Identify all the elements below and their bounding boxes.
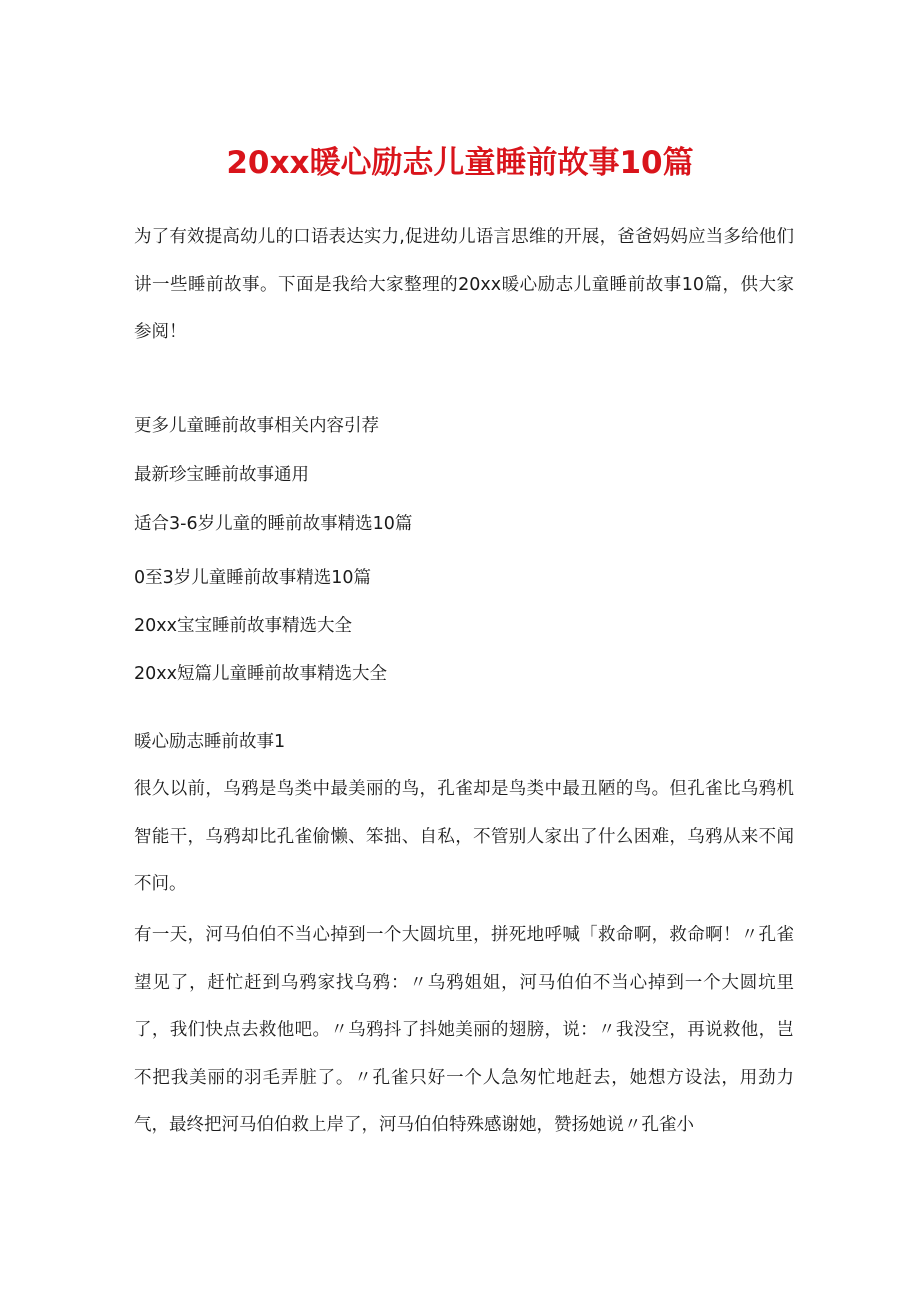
related-link[interactable]: 20xx短篇儿童睡前故事精选大全: [134, 664, 387, 684]
story-paragraph: 有一天，河马伯伯不当心掉到一个大圆坑里，拼死地呼喊「救命啊，救命啊！〃孔雀望见了，赶忙赶到乌鸦家找乌鸦：〃乌鸦姐姐，河马伯伯不当心掉到一个大圆坑里了，我们快点去救他吧。〃乌鸦抖了抖她美丽的翅膀，说：〃我没空，再说救他，岂不把我美丽的羽毛弄脏了。〃孔雀只好一个人急匆忙地赶去，她想方设法，用劲力气，最终把河马伯伯救上岸了，河马伯伯特殊感谢她，赞扬她说〃孔雀小: [134, 925, 794, 1135]
related-link[interactable]: 20xx宝宝睡前故事精选大全: [134, 616, 352, 636]
document-title: 20xx暖心励志儿童睡前故事10篇: [226, 145, 694, 181]
story-paragraph: 很久以前，乌鸦是鸟类中最美丽的鸟，孔雀却是鸟类中最丑陋的鸟。但孔雀比乌鸦机智能干，乌鸦却比孔雀偷懒、笨拙、自私，不管别人家出了什么困难，乌鸦从来不闻不问。: [134, 779, 794, 894]
related-link[interactable]: 最新珍宝睡前故事通用: [134, 465, 309, 485]
related-link[interactable]: 适合3-6岁儿童的睡前故事精选10篇: [134, 514, 413, 534]
related-heading: 更多儿童睡前故事相关内容引荐: [134, 416, 379, 436]
intro-paragraph: 为了有效提高幼儿的口语表达实力,促进幼儿语言思维的开展，爸爸妈妈应当多给他们讲一些睡前故事。下面是我给大家整理的20xx暖心励志儿童睡前故事10篇，供大家参阅！: [134, 227, 794, 342]
section-heading: 暖心励志睡前故事1: [134, 732, 286, 752]
related-link[interactable]: 0至3岁儿童睡前故事精选10篇: [134, 568, 372, 588]
